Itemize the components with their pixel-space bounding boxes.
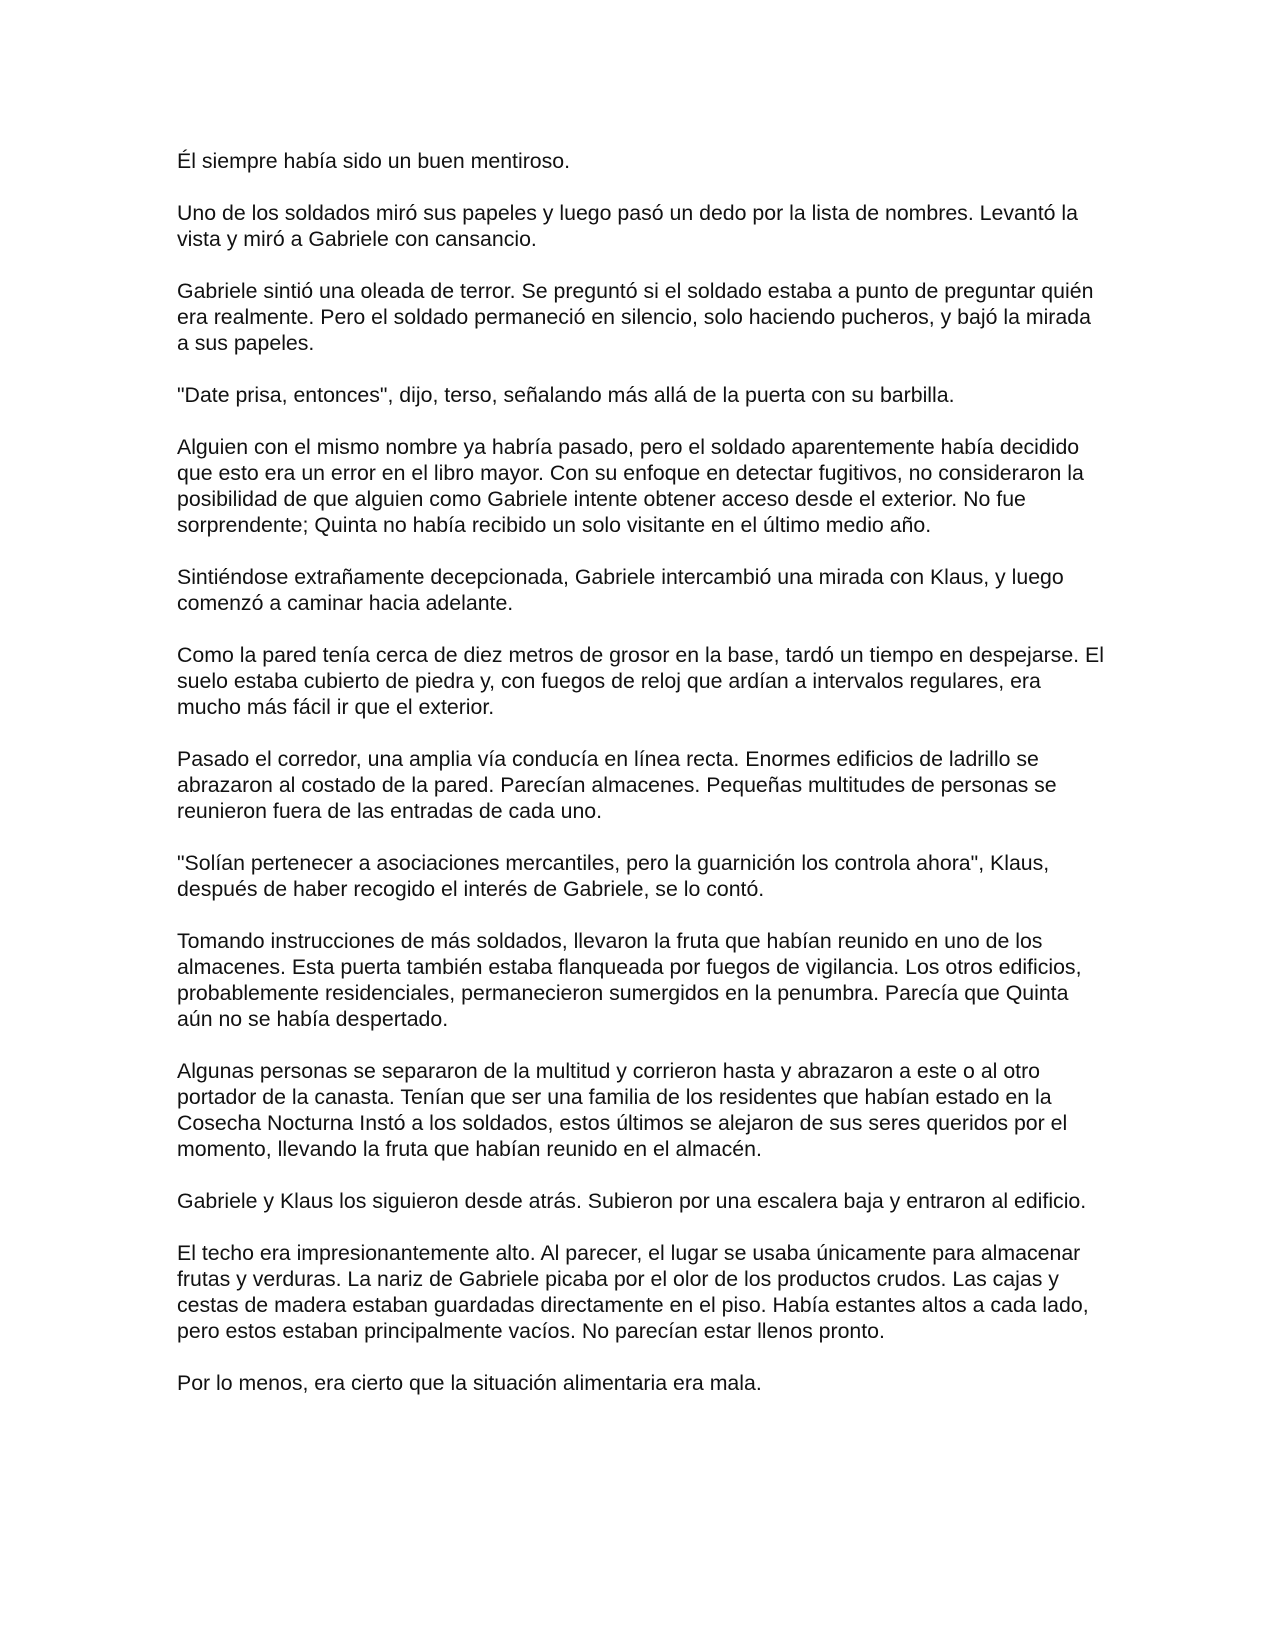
paragraph: Pasado el corredor, una amplia vía conducía en línea recta. Enormes edificios de ladrillo se abrazaron al costado de la pared. Parecían almacenes. Pequeñas multitudes de personas se reunieron fuera de las entradas de cada uno. [177,747,1057,823]
paragraph: "Date prisa, entonces", dijo, terso, señalando más allá de la puerta con su barbilla. [177,383,955,407]
paragraph: Sintiéndose extrañamente decepcionada, Gabriele intercambió una mirada con Klaus, y luego comenzó a caminar hacia adelante. [177,565,1064,615]
paragraph: Por lo menos, era cierto que la situación alimentaria era mala. [177,1371,762,1395]
paragraph: Él siempre había sido un buen mentiroso. [177,149,571,173]
paragraph: "Solían pertenecer a asociaciones mercantiles, pero la guarnición los controla ahora", Klaus, después de haber recogido el interés de Gabriele, se lo contó. [177,851,1050,901]
paragraph: El techo era impresionantemente alto. Al parecer, el lugar se usaba únicamente para almacenar frutas y verduras. La nariz de Gabriele picaba por el olor de los productos crudos. Las cajas y cestas de madera estaban guardadas directamente en el piso. Había estantes altos a cada lado, pero estos estaban principalmente vacíos. No parecían estar llenos pronto. [177,1241,1089,1343]
paragraph: Alguien con el mismo nombre ya habría pasado, pero el soldado aparentemente había decidido que esto era un error en el libro mayor. Con su enfoque en detectar fugitivos, no consideraron la posibilidad de que alguien como Gabriele intente obtener acceso desde el exterior. No fue sorprendente; Quinta no había recibido un solo visitante en el último medio año. [177,435,1084,537]
document-body [177,148,1107,1422]
paragraph: Tomando instrucciones de más soldados, llevaron la fruta que habían reunido en uno de los almacenes. Esta puerta también estaba flanqueada por fuegos de vigilancia. Los otros edificios, probablemente residenciales, permanecieron sumergidos en la penumbra. Parecía que Quinta aún no se había despertado. [177,929,1082,1031]
paragraph: Como la pared tenía cerca de diez metros de grosor en la base, tardó un tiempo en despejarse. El suelo estaba cubierto de piedra y, con fuegos de reloj que ardían a intervalos regulares, era mucho más fácil ir que el exterior. [177,643,1104,719]
paragraph: Gabriele y Klaus los siguieron desde atrás. Subieron por una escalera baja y entraron al edificio. [177,1189,1087,1213]
paragraph: Gabriele sintió una oleada de terror. Se preguntó si el soldado estaba a punto de preguntar quién era realmente. Pero el soldado permaneció en silencio, solo haciendo pucheros, y bajó la mirada a sus papeles. [177,279,1094,355]
paragraph: Algunas personas se separaron de la multitud y corrieron hasta y abrazaron a este o al otro portador de la canasta. Tenían que ser una familia de los residentes que habían estado en la Cosecha Nocturna Instó a los soldados, estos últimos se alejaron de sus seres queridos por el momento, llevando la fruta que habían reunido en el almacén. [177,1059,1068,1161]
paragraph: Uno de los soldados miró sus papeles y luego pasó un dedo por la lista de nombres. Levantó la vista y miró a Gabriele con cansancio. [177,201,1078,251]
